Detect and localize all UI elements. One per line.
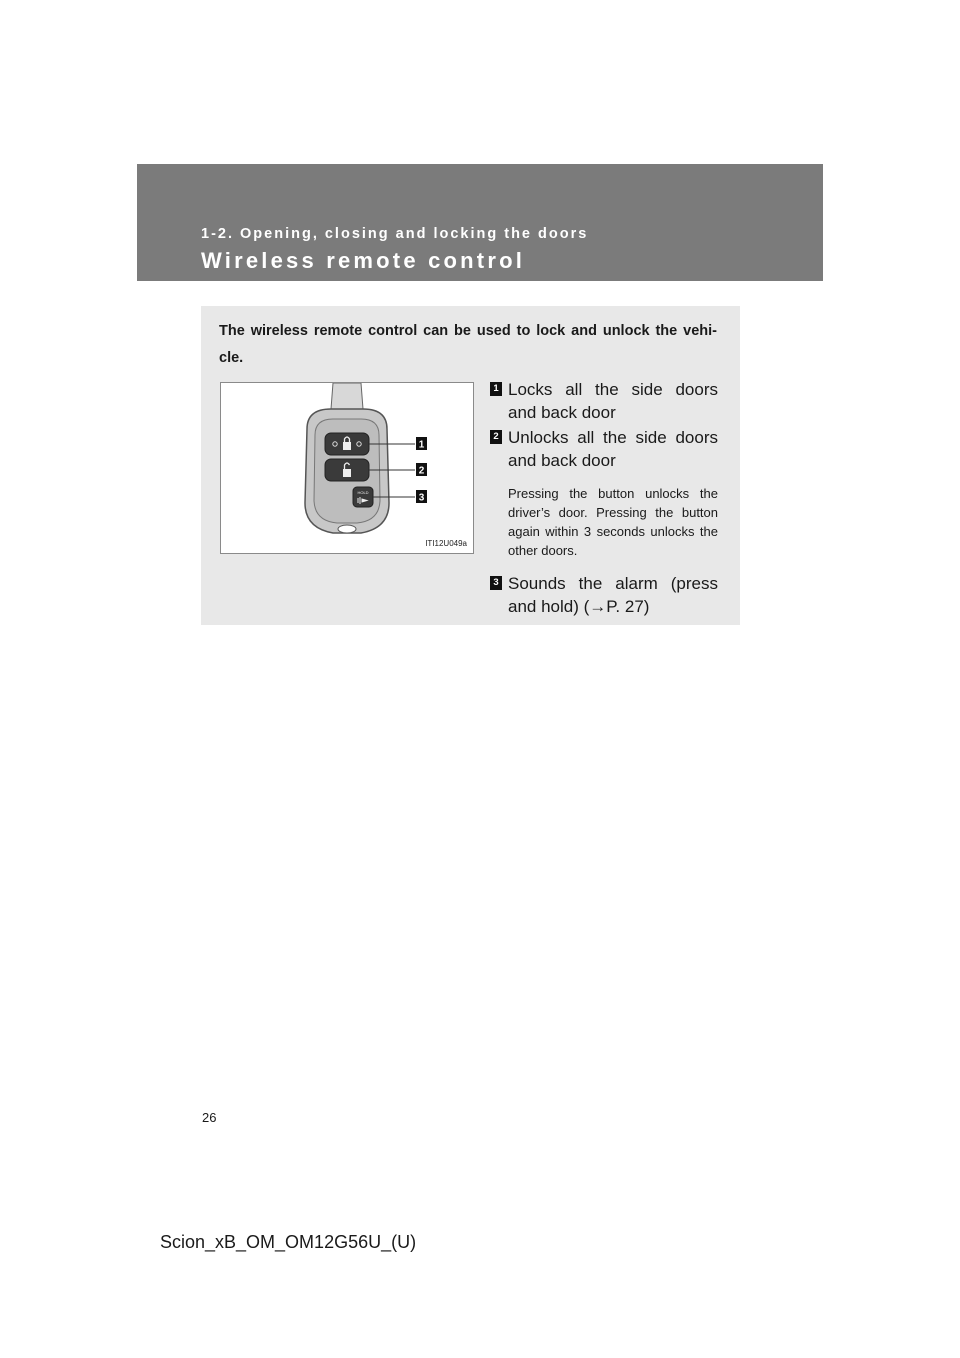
callout-text: Sounds the alarm (press and hold) (→P. 27) bbox=[508, 574, 718, 616]
page-title: Wireless remote control bbox=[201, 248, 526, 273]
section-label: 1-2. Opening, closing and locking the doors bbox=[201, 226, 589, 242]
section-header-band bbox=[137, 164, 823, 281]
callout-text: Unlocks all the side doors and back door bbox=[508, 428, 718, 470]
callout-item bbox=[490, 572, 718, 618]
document-code: Scion_xB_OM_OM12G56U_(U) bbox=[160, 1232, 417, 1252]
callout-item bbox=[490, 378, 718, 424]
intro-text: The wireless remote control can be used to lock and unlock the vehi-cle. bbox=[219, 323, 717, 366]
remote-illustration bbox=[220, 382, 474, 554]
page-number: 26 bbox=[202, 1110, 217, 1125]
svg-text:HOLD: HOLD bbox=[357, 490, 369, 495]
key-fob-drawing bbox=[221, 383, 473, 553]
callout-number-badge: 3 bbox=[490, 576, 502, 590]
callout-text: Locks all the side doors and back door bbox=[508, 380, 718, 422]
content-box bbox=[201, 306, 740, 625]
svg-text:3: 3 bbox=[418, 492, 425, 504]
callout-list bbox=[490, 378, 718, 618]
unlock-note: Pressing the button unlocks the driver’s door. Pressing the button again within 3 seconds unlocks the other doors. bbox=[508, 486, 718, 558]
callout-number-badge: 1 bbox=[490, 382, 502, 396]
callout-item bbox=[490, 426, 718, 472]
svg-text:2: 2 bbox=[418, 465, 425, 477]
figure-code: ITI12U049a bbox=[425, 539, 467, 548]
svg-text:1: 1 bbox=[418, 439, 425, 451]
callout-number-badge: 2 bbox=[490, 430, 502, 444]
